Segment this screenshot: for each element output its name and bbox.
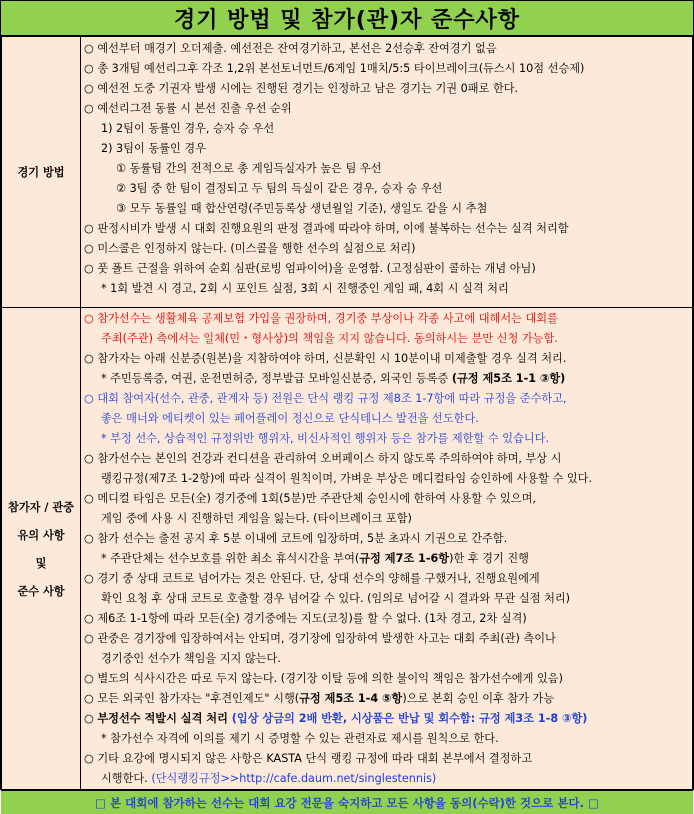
list-subitem: ③ 모두 동률일 때 합산연령(주민등록상 생년월일 기준), 생일도 같을 시 추첨 xyxy=(116,202,488,215)
list-item: ○ 총 3개팀 예선리그후 각조 1,2위 본선토너먼트/6게임 1매치/5:5 타이브레이크(듀스시 10점 선승제) xyxy=(84,62,585,75)
list-item: ○ 별도의 식사시간은 따로 두지 않는다. (경기장 이탈 등에 의한 불이익 책임은 참가선수에게 있음) xyxy=(84,672,563,685)
rules-link[interactable]: (단식랭킹규정>>http://cafe.daum.net/singlestennis) xyxy=(151,772,437,785)
list-subitem: 2) 3팀이 동률인 경우 xyxy=(101,142,206,155)
list-item-cont: 랭킹규정(제7조 1-2항)에 따라 실격이 원칙이며, 가벼운 부상은 메디컬타임 승인하에 사용할 수 있다. xyxy=(101,472,593,485)
list-item: ○ 예선전 도중 기권자 발생 시에는 진행된 경기는 인정하고 남은 경기는 기권 0패로 한다. xyxy=(84,82,519,95)
list-item-cont: 경기중인 선수가 책임을 지지 않는다. xyxy=(101,652,281,665)
list-item: ○ 부정선수 적발시 실격 처리 (입상 상금의 2배 반환, 시상품은 반납 및 회수함: 규정 제3조 1-8 ③항) xyxy=(84,712,588,725)
section-participant-rules xyxy=(81,308,693,790)
list-item-cont: 주최(주관) 측에서는 일체(민・형사상)의 책임을 지지 않습니다. 동의하시는 분만 신청 가능함. xyxy=(101,332,558,345)
list-item: ○ 경기 중 상대 코트로 넘어가는 것은 안된다. 단, 상대 선수의 양해를 구했거나, 진행요원에게 xyxy=(84,572,540,585)
label-line: 준수 사항 xyxy=(17,584,65,598)
list-subitem: 1) 2팀이 동률인 경우, 승자 승 우선 xyxy=(101,122,275,135)
list-item-cont: 좋은 매너와 에티켓이 있는 페어플레이 정신으로 단식테니스 발전을 선도한다. xyxy=(101,412,479,425)
list-item: ○ 참가선수는 본인의 건강과 컨디션을 관리하여 오버페이스 하지 않도록 주의하여야 하며, 부상 시 xyxy=(84,452,562,465)
list-subitem: ② 3팀 중 한 팀이 결정되고 두 팀의 득실이 같은 경우, 승자 승 우선 xyxy=(116,182,443,195)
list-note: * 주민등록증, 여권, 운전면허증, 정부발급 모바일신분증, 외국인 등록증 (규정 제5조 1-1 ③항) xyxy=(101,372,566,385)
list-item: ○ 메디컬 타임은 모든(全) 경기중에 1회(5분)만 주관단체 승인시에 한하여 사용할 수 있으며, xyxy=(84,492,536,505)
list-note: * 부정 선수, 상습적인 규정위반 행위자, 비신사적인 행위자 등은 참가를 제한할 수 있습니다. xyxy=(101,432,549,445)
label-line: 유의 사항 xyxy=(17,528,65,542)
list-item: ○ 미스콜은 인정하지 않는다. (미스콜을 행한 선수의 실점으로 처리) xyxy=(84,242,416,255)
list-item-cont: 시행한다. (단식랭킹규정>>http://cafe.daum.net/singlestennis) xyxy=(101,772,437,785)
list-item: ○ 제6조 1-1항에 따라 모든(全) 경기중에는 지도(코칭)를 할 수 없다. (1차 경고, 2차 실격) xyxy=(84,612,527,625)
list-item: ○ 관중은 경기장에 입장하여서는 안되며, 경기장에 입장하여 발생한 사고는 대회 주최(관) 측이나 xyxy=(84,632,556,645)
list-item: ○ 예선부터 매경기 오더제출. 예선전은 잔여경기하고, 본선은 2선승후 잔여경기 없음 xyxy=(84,42,497,55)
list-item: ○ 모든 외국인 참가자는 "후견인제도" 시행(규정 제5조 1-4 ⑤항)으로 본회 승인 이후 참가 가능 xyxy=(84,692,555,705)
footer-notice: □ 본 대회에 참가하는 선수는 대회 요강 전문을 숙지하고 모든 사항을 동의(수락)한 것으로 본다. □ xyxy=(1,790,693,814)
list-item: ○ 참가 선수는 출전 공지 후 5분 이내에 코트에 입장하며, 5분 초과시 기권으로 간주함. xyxy=(84,532,508,545)
list-item: ○ 참가자는 아래 신분증(원본)을 지참하여야 하며, 신분확인 시 10분이내 미제출할 경우 실격 처리. xyxy=(84,352,567,365)
list-item: ○ 대회 참여자(선수, 관중, 관계자 등) 전원은 단식 랭킹 규정 제8조 1-7항에 따라 규정을 준수하고, xyxy=(84,392,567,405)
section-label-participant-rules xyxy=(2,308,81,790)
list-item: ○ 참가선수는 생활체육 공제보험 가입을 권장하며, 경기중 부상이나 각종 사고에 대해서는 대회를 xyxy=(84,312,558,325)
list-item: ○ 예선리그전 동률 시 본선 진출 우선 순위 xyxy=(84,102,292,115)
list-item: ○ 풋 폴트 근절을 위하여 순회 심판(로빙 엄파이어)을 운영함. (고정심판이 콜하는 개념 아님) xyxy=(84,262,536,275)
list-item-cont: 게임 중에 사용 시 진행하던 게임을 잃는다. (타이브레이크 포함) xyxy=(101,512,412,525)
list-note: * 참가선수 자격에 이의를 제기 시 증명할 수 있는 관련자료 제시를 원칙으로 한다. xyxy=(101,732,499,745)
list-item: ○ 판정시비가 발생 시 대회 진행요원의 판정 결과에 따라야 하며, 이에 불복하는 선수는 실격 처리함 xyxy=(84,222,569,235)
list-item: ○ 기타 요강에 명시되지 않은 사항은 KASTA 단식 랭킹 규정에 따라 대회 본부에서 결정하고 xyxy=(84,752,533,765)
list-note: * 1회 발견 시 경고, 2회 시 포인트 실점, 3회 시 진행중인 게임 패, 4회 시 실격 처리 xyxy=(101,282,509,295)
list-note: * 주관단체는 선수보호를 위한 최소 휴식시간을 부여(규정 제7조 1-6항)한 후 경기 진행 xyxy=(101,552,529,565)
list-subitem: ① 동률팀 간의 전적으로 총 게임득실자가 높은 팀 우선 xyxy=(116,162,382,175)
label-line: 및 xyxy=(35,556,47,570)
rules-table xyxy=(1,36,693,790)
list-item-cont: 확인 요청 후 상대 코트로 호출할 경우 넘어갈 수 있다. (임의로 넘어갈 시 결과와 무관 실점 처리) xyxy=(101,592,571,605)
label-line: 참가자 / 관중 xyxy=(8,500,74,514)
page-title: 경기 방법 및 참가(관)자 준수사항 xyxy=(1,1,693,36)
section-label-game-method: 경기 방법 xyxy=(2,37,81,308)
section-game-method xyxy=(81,37,693,308)
